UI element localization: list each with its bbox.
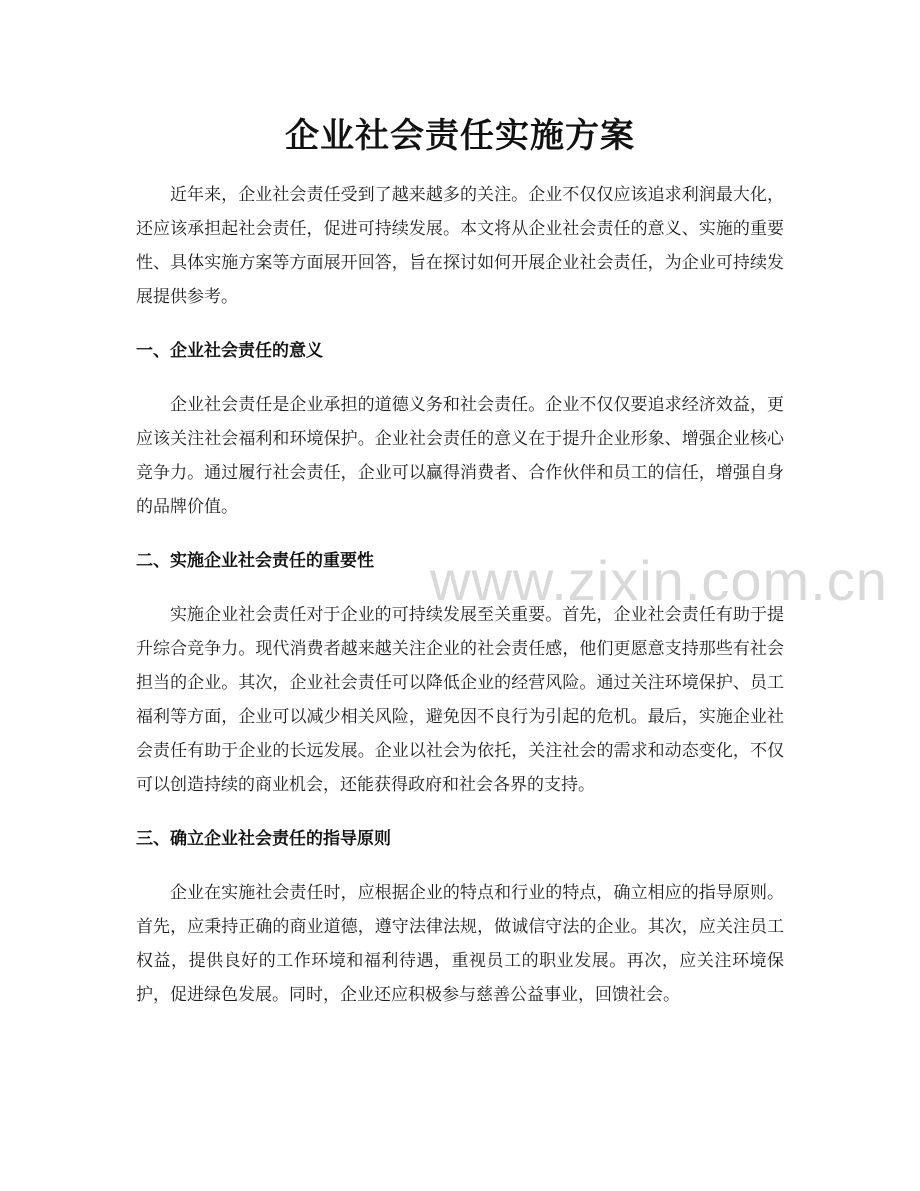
section-heading-2: 二、实施企业社会责任的重要性 <box>136 551 374 571</box>
spacer <box>136 368 784 388</box>
spacer <box>136 578 784 598</box>
spacer <box>136 524 784 544</box>
spacer <box>136 802 784 822</box>
section-paragraph-2: 实施企业社会责任对于企业的可持续发展至关重要。首先，企业社会责任有助于提升综合竞争力。现代消费者越来越关注企业的社会责任感，他们更愿意支持那些有社会担当的企业。其次，企业社会责任可以降低企业的经营风险。通过关注环境保护、员工福利等方面，企业可以减少相关风险，避免因不良行为引起的危机。最后，实施企业社会责任有助于企业的长远发展。企业以社会为依托，关注社会的需求和动态变化，不仅可以创造持续的商业机会，还能获得政府和社会各界的支持。 <box>136 605 784 795</box>
spacer <box>136 314 784 334</box>
document-title: 企业社会责任实施方案 <box>285 116 635 156</box>
section-heading-3: 三、确立企业社会责任的指导原则 <box>136 829 391 849</box>
document-body <box>136 178 784 1012</box>
section-heading-1: 一、企业社会责任的意义 <box>136 341 323 361</box>
section-paragraph-1: 企业社会责任是企业承担的道德义务和社会责任。企业不仅仅要追求经济效益，更应该关注社会福利和环境保护。企业社会责任的意义在于提升企业形象、增强企业核心竞争力。通过履行社会责任，企业可以赢得消费者、合作伙伴和员工的信任，增强自身的品牌价值。 <box>136 395 784 517</box>
intro-paragraph: 近年来，企业社会责任受到了越来越多的关注。企业不仅仅应该追求利润最大化，还应该承担起社会责任，促进可持续发展。本文将从企业社会责任的意义、实施的重要性、具体实施方案等方面展开回答，旨在探讨如何开展企业社会责任，为企业可持续发展提供参考。 <box>136 185 784 307</box>
spacer <box>136 856 784 876</box>
watermark: www.zixin.com.cn <box>430 549 888 612</box>
section-paragraph-3: 企业在实施社会责任时，应根据企业的特点和行业的特点，确立相应的指导原则。首先，应秉持正确的商业道德，遵守法律法规，做诚信守法的企业。其次，应关注员工权益，提供良好的工作环境和福利待遇，重视员工的职业发展。再次，应关注环境保护，促进绿色发展。同时，企业还应积极参与慈善公益事业，回馈社会。 <box>136 883 784 1005</box>
